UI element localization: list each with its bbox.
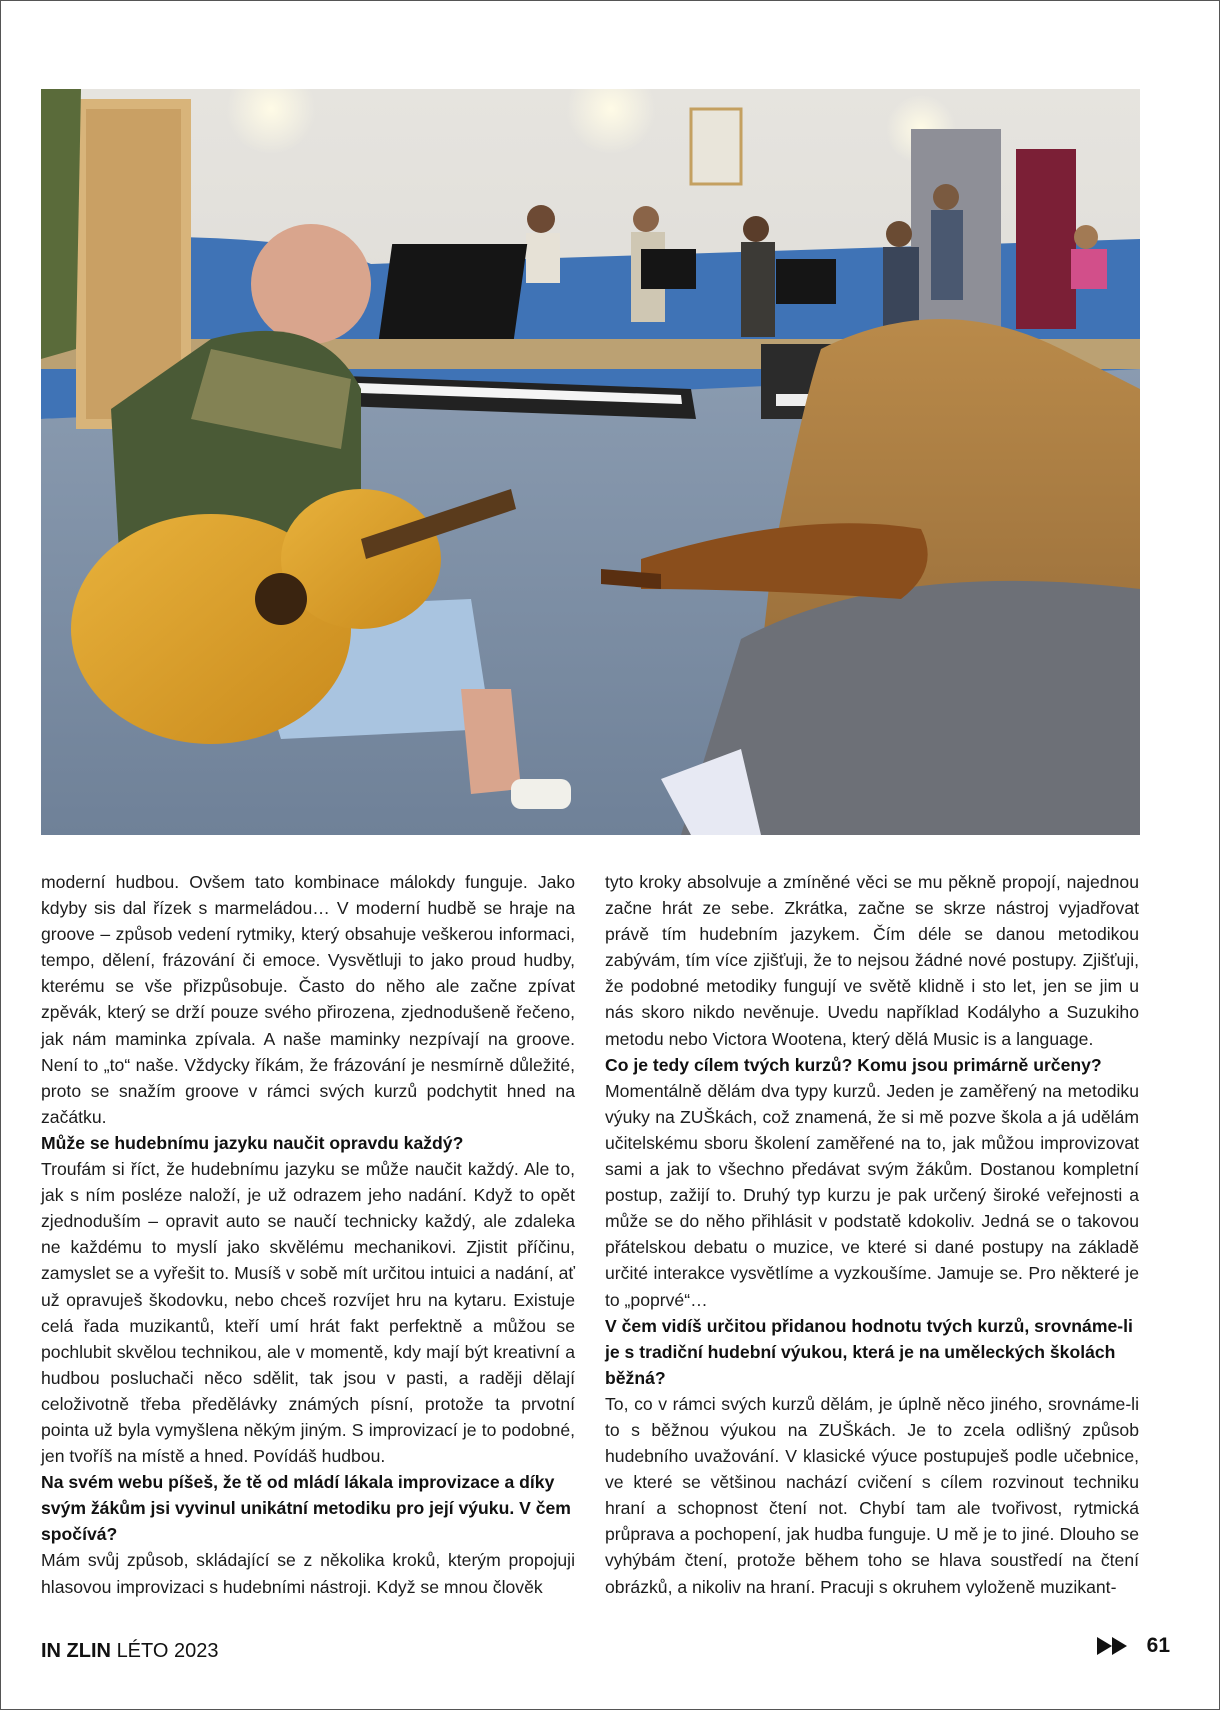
interview-question: V čem vidíš určitou přidanou hodnotu tvých kurzů, srovnáme-li je s tradiční hudební výukou, která je na uměleckých školách běžná? <box>605 1315 1133 1388</box>
article-photo <box>41 89 1140 835</box>
article-paragraph: Troufám si říct, že hudebnímu jazyku se může naučit každý. Ale to, jak s ním posléze naloží, je už odrazem jeho nadání. Když to opět zjednoduším – opravit auto se naučí technicky každý, ale zdaleka ne každému to myslí jako skvělému mechanikovi. Zjistit příčinu, zamyslet se a vyřešit to. Musíš v sobě mít určitou intuici a nadání, ať už opravuješ škodovku, nebo chceš rozvíjet hru na kytaru. Existuje celá řada muzikantů, kteří umí hrát fakt perfektně a můžou se pochlubit skvělou technikou, ale v momentě, kdy mají být kreativní a hudbou posluchači něco sdělit, tak jsou v pasti, a raději dělají celoživotně třeba předělávky známých písní, protože ta prvotní pointa už byla vymyšlena někým jiným. S improvizací je to podobné, jen tvoříš na místě a hned. Povídáš hudbou. <box>41 1159 575 1467</box>
footer-pager <box>1097 1634 1170 1658</box>
double-play-arrow-icon <box>1097 1637 1127 1655</box>
page-number: 61 <box>1146 1634 1170 1657</box>
article-column-left <box>41 869 575 1600</box>
article-paragraph: Momentálně dělám dva typy kurzů. Jeden je zaměřený na metodiku výuky na ZUŠkách, což znamená, že si mě pozve škola a já udělám učitelskému sboru školení zaměřené na to, jak můžou improvizovat sami a jak to všechno předávat svým žákům. Dostanou kompletní postup, zažijí to. Druhý typ kurzu je pak určený široké veřejnosti a může se do něho přihlásit v podstatě kdokoliv. Jedná se o takovou přátelskou debatu o muzice, ve které si dané postupy na základě určité interakce vysvětlíme a vyzkoušíme. Jamuje se. Pro některé je to „poprvé“… <box>605 1080 1139 1310</box>
article-paragraph: Mám svůj způsob, skládající se z několika kroků, kterým propojuji hlasovou improvizaci s hudebními nástroji. Když se mnou člověk <box>41 1550 575 1597</box>
article-paragraph: moderní hudbou. Ovšem tato kombinace málokdy funguje. Jako kdyby sis dal řízek s marmeládou… V moderní hudbě se hraje na groove – způsob vedení rytmiky, který obsahuje veškerou informaci, tempo, dělení, frázování či emoce. Vysvětluji to jako proud hudby, kterému se vše přizpůsobuje. Často do něho ale začne zpívat zpěvák, který se drží pouze svého přirozena, zjednodušeně řečeno, jak nám maminka zpívala. A naše maminky nezpívají na groove. Není to „to“ naše. Vždycky říkám, že frázování je nesmírně důležité, proto se snažím groove v rámci svých kurzů podchytit hned na začátku. <box>41 872 575 1127</box>
magazine-name: IN ZLIN <box>41 1640 111 1662</box>
interview-question: Na svém webu píšeš, že tě od mládí lákala improvizace a díky svým žákům jsi vyvinul unikátní metodiku pro její výuku. V čem spočívá? <box>41 1472 571 1545</box>
footer-issue <box>41 1639 219 1663</box>
article-paragraph: To, co v rámci svých kurzů dělám, je úplně něco jiného, srovnáme-li to s běžnou výukou na ZUŠkách. Je to zcela odlišný způsob hudebního uvažování. V klasické výuce postupuješ podle učebnice, ve které se většinou nachází cvičení s cílem rozvinout techniku hraní a schopnost čtení not. Chybí tam ale tvořivost, rytmická průprava a pochopení, jak hudba funguje. U mě je to jiné. Dlouho se vyhýbám čtení, protože během toho se hlava soustředí na čtení obrázků, a nikoliv na hraní. Pracuji s okruhem vyloženě muzikant- <box>605 1393 1139 1597</box>
interview-question: Co je tedy cílem tvých kurzů? Komu jsou primárně určeny? <box>605 1054 1102 1075</box>
interview-question: Může se hudebnímu jazyku naučit opravdu každý? <box>41 1132 464 1153</box>
issue-label: LÉTO 2023 <box>116 1640 219 1662</box>
article-column-right <box>605 869 1139 1600</box>
article-paragraph: tyto kroky absolvuje a zmíněné věci se mu pěkně propojí, najednou začne hrát ze sebe. Zkrátka, začne se skrze nástroj vyjadřovat právě tím hudebním jazykem. Čím déle se danou metodikou zabývám, tím více zjišťuji, že to nejsou žádné nové postupy. Zjišťuji, že podobné metodiky fungují ve světě klidně i sto let, jen se jim u nás skoro nikdo nevěnuje. Uvedu například Kodályho a Suzukiho metodu nebo Victora Wootena, který dělá Music is a language. <box>605 872 1139 1049</box>
